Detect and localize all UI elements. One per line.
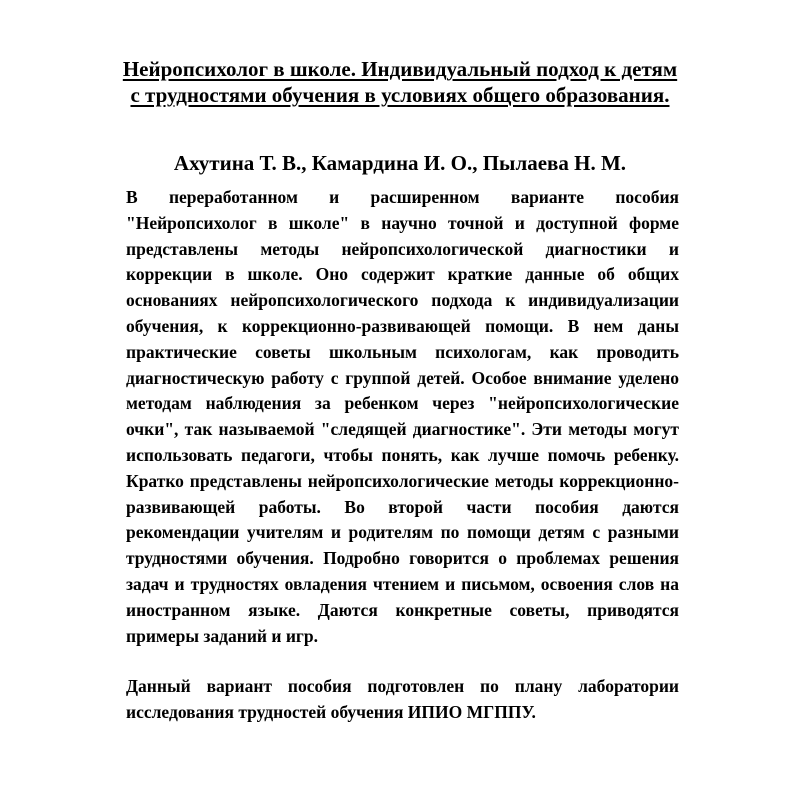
document-authors: Ахутина Т. В., Камардина И. О., Пылаева Н. М. — [173, 151, 627, 175]
document-title: Нейропсихолог в школе. Индивидуальный подход к детям с трудностями обучения в условиях общего образования. — [122, 57, 678, 107]
paragraph-note: Данный вариант пособия подготовлен по плану лаборатории исследования трудностей обучения ИПИО МГППУ. — [126, 676, 679, 722]
paragraph-description: В переработанном и расширенном варианте пособия "Нейропсихолог в школе" в научно точной и доступной форме представлены методы нейропсихологической диагностики и коррекции в школе. Оно содержит краткие данные об общих основаниях нейропсихологического подхода к индивидуализации обучения, к коррекционно-развивающей помощи. В нем даны практические советы школьным психологам, как проводить диагностическую работу с группой детей. Особое внимание уделено методам наблюдения за ребенком через "нейропсихологические очки", так называемой "следящей диагностике". Эти методы могут использовать педагоги, чтобы понять, как лучше помочь ребенку. Кратко представлены нейропсихологические методы коррекционно-развивающей работы. Во второй части пособия даются рекомендации учителям и родителям по помощи детям с разными трудностями обучения. Подробно говорится о проблемах решения задач и трудностях овладения чтением и письмом, освоения слов на иностранном языке. Даются конкретные советы, приводятся примеры заданий и игр. — [126, 187, 679, 646]
